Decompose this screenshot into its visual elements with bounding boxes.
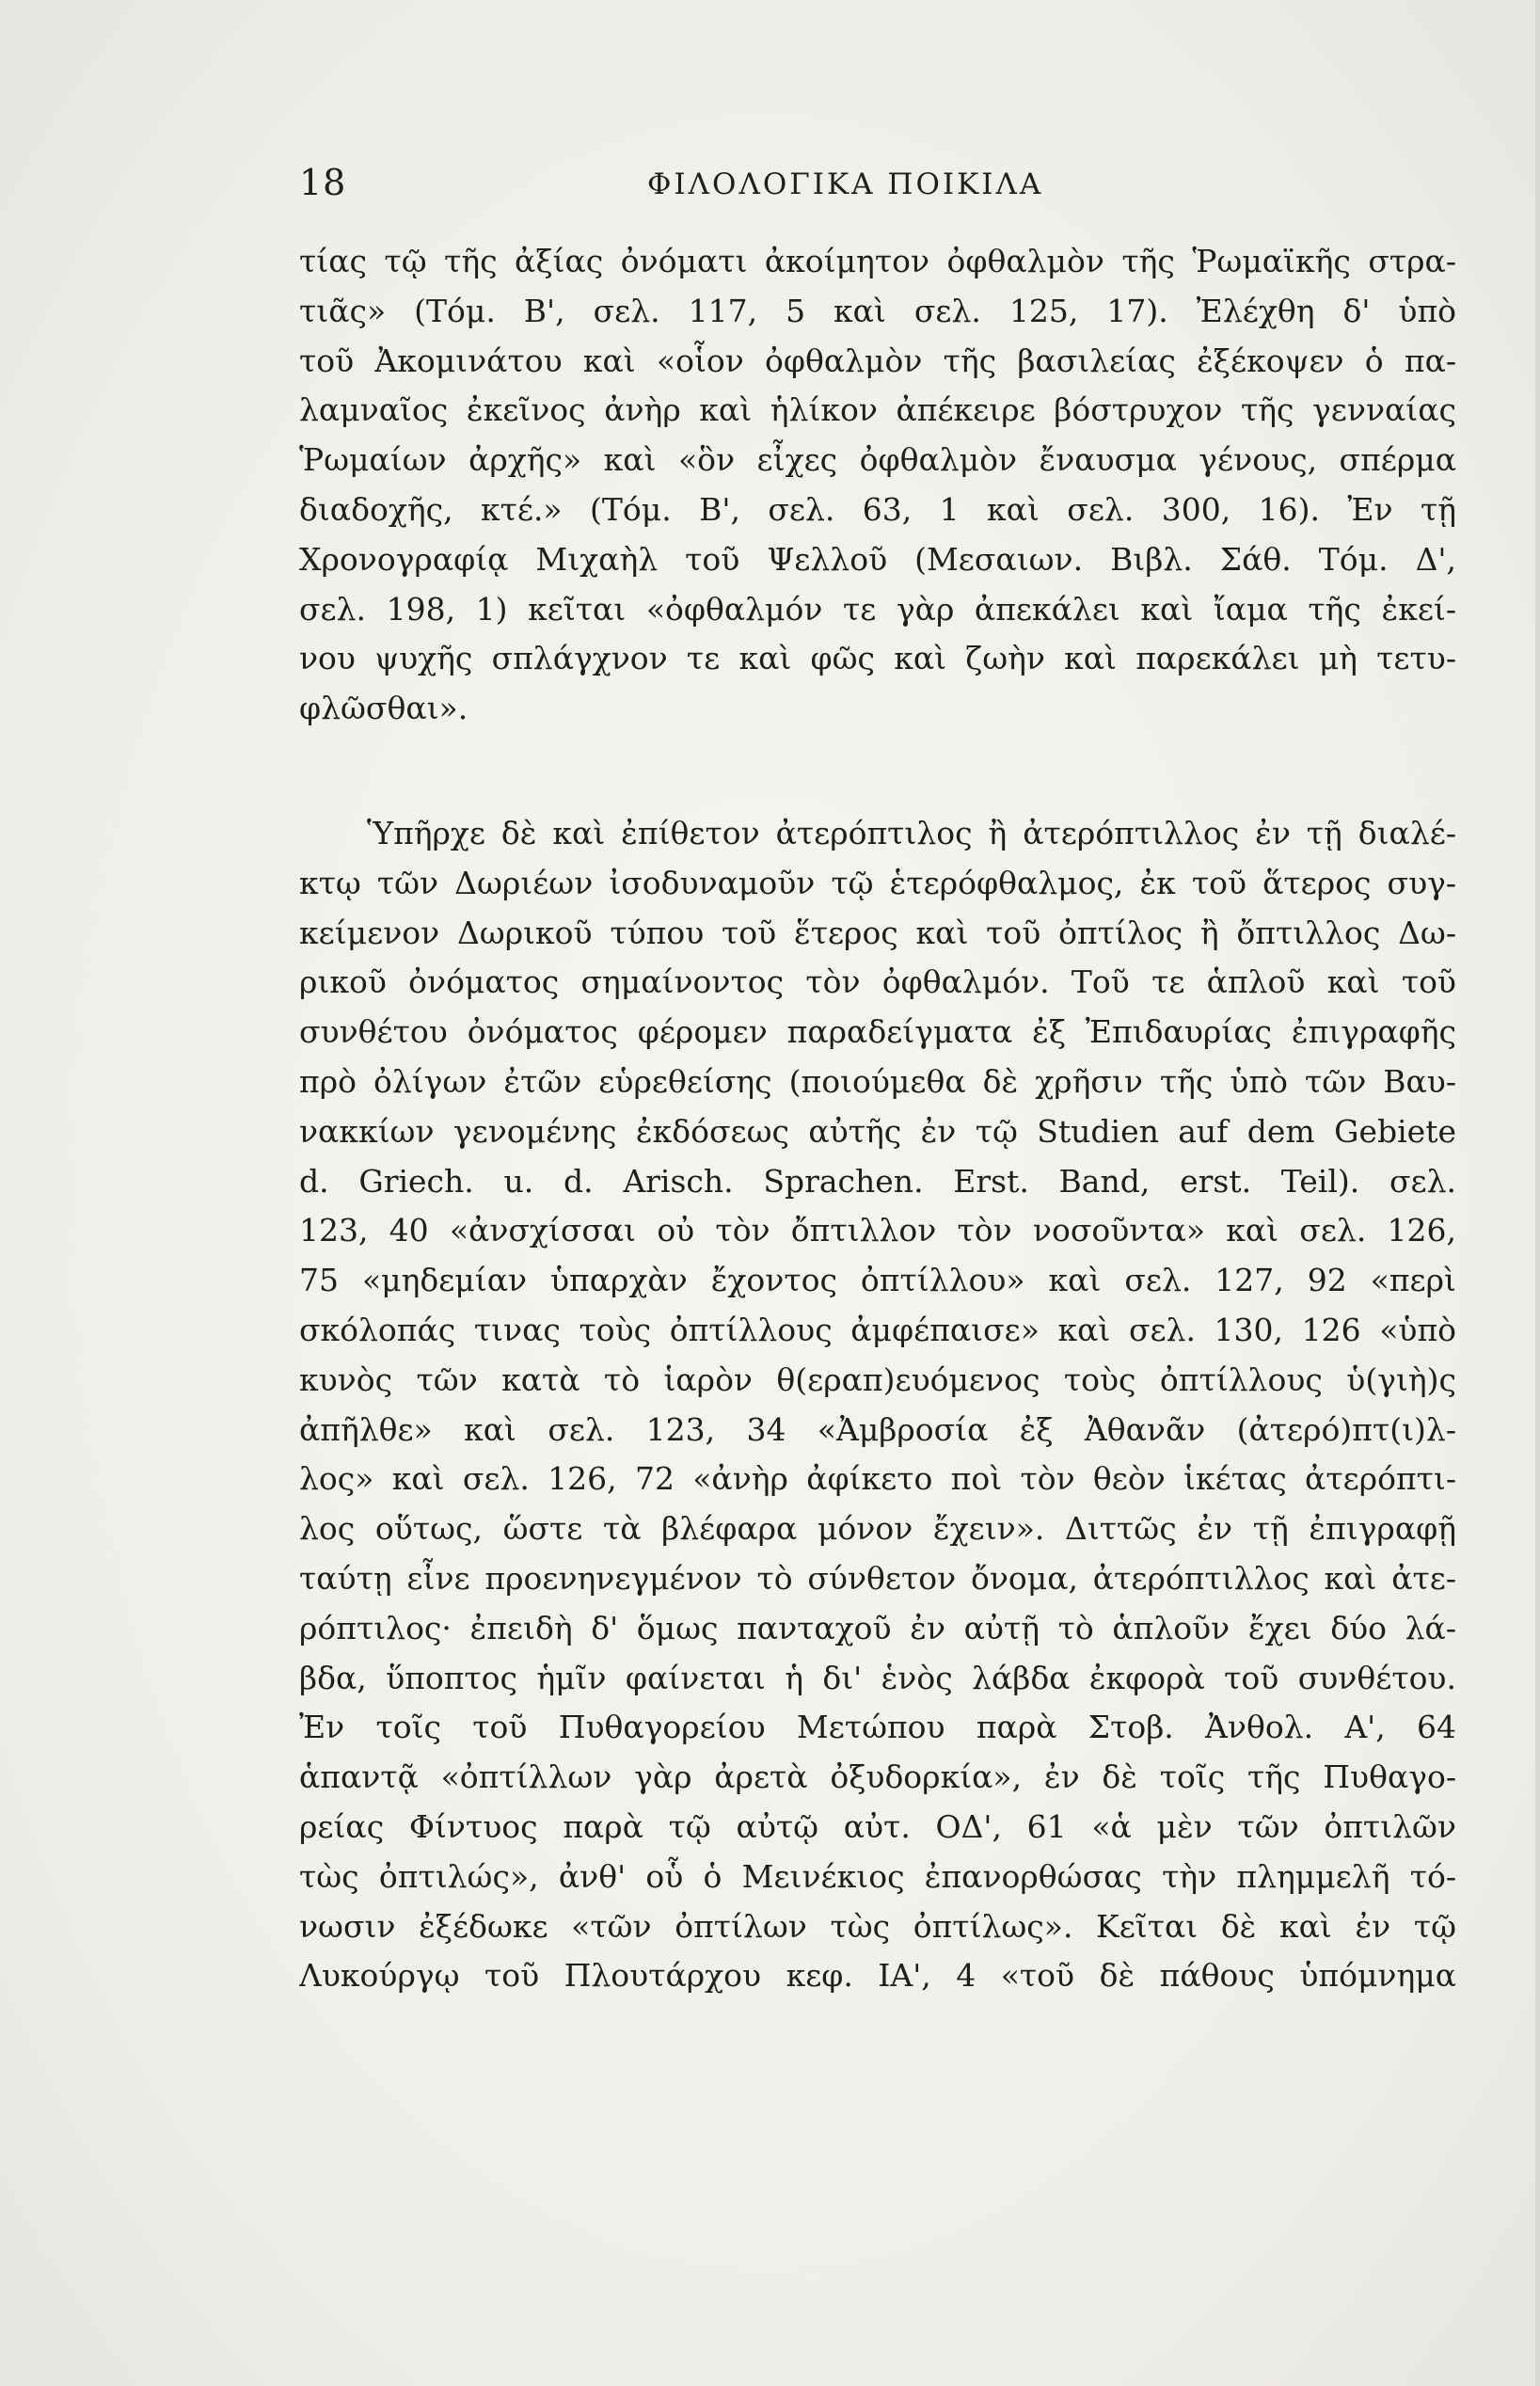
text-line: 123, 40 «ἀνσχίσσαι οὐ τὸν ὄπτιλλον τὸν νοσοῦντα» καὶ σελ. 126, (299, 1212, 1456, 1249)
text-line: d. Griech. u. d. Arisch. Sprachen. Erst. Band, erst. Teil). σελ. (299, 1162, 1456, 1200)
paragraph-2 (299, 809, 1456, 2001)
text-line: κείμενον Δωρικοῦ τύπου τοῦ ἕτερος καὶ τοῦ ὀπτίλος ἢ ὄπτιλλος Δω- (299, 914, 1456, 951)
text-line: λος» καὶ σελ. 126, 72 «ἀνὴρ ἀφίκετο ποὶ τὸν θεὸν ἱκέτας ἀτερόπτι- (299, 1460, 1456, 1498)
text-line: Χρονογραφίᾳ Μιχαὴλ τοῦ Ψελλοῦ (Μεσαιων. Βιβλ. Σάθ. Τόμ. Δ', (299, 540, 1456, 578)
text-line: Ἐν τοῖς τοῦ Πυθαγορείου Μετώπου παρὰ Στοβ. Ἀνθολ. Α', 64 (299, 1709, 1456, 1746)
page-body (299, 237, 1456, 2001)
text-line: ρείας Φίντυος παρὰ τῷ αὐτῷ αὐτ. ΟΔ', 61 «ἁ μὲν τῶν ὀπτιλῶν (299, 1807, 1456, 1845)
paragraph-gap (299, 734, 1456, 809)
text-line: βδα, ὕποπτος ἡμῖν φαίνεται ἡ δι' ἑνὸς λάβδα ἐκφορὰ τοῦ συνθέτου. (299, 1659, 1456, 1696)
text-line: κτῳ τῶν Δωριέων ἰσοδυναμοῦν τῷ ἑτερόφθαλμος, ἐκ τοῦ ἅτερος συγ- (299, 864, 1456, 901)
text-line: ρικοῦ ὀνόματος σημαίνοντος τὸν ὀφθαλμόν. Τοῦ τε ἁπλοῦ καὶ τοῦ (299, 963, 1456, 1001)
page-number: 18 (299, 162, 347, 203)
text-line: νου ψυχῆς σπλάγχνον τε καὶ φῶς καὶ ζωὴν καὶ παρεκάλει μὴ τετυ- (299, 640, 1456, 677)
text-line: νωσιν ἐξέδωκε «τῶν ὀπτίλων τὼς ὀπτίλως». Κεῖται δὲ καὶ ἐν τῷ (299, 1907, 1456, 1945)
paragraph-1 (299, 237, 1456, 734)
text-line: Λυκούργῳ τοῦ Πλουτάρχου κεφ. ΙΑ', 4 «τοῦ δὲ πάθους ὑπόμνημα (299, 1957, 1456, 1995)
text-line: ἁπαντᾷ «ὀπτίλλων γὰρ ἀρετὰ ὀξυδορκία», ἐν δὲ τοῖς τῆς Πυθαγο- (299, 1758, 1456, 1796)
text-line: τίας τῷ τῆς ἀξίας ὀνόματι ἀκοίμητον ὀφθαλμὸν τῆς Ῥωμαϊκῆς στρα- (299, 243, 1456, 279)
text-line: σκόλοπάς τινας τοὺς ὀπτίλλους ἀμφέπαισε» καὶ σελ. 130, 126 «ὑπὸ (299, 1311, 1456, 1348)
text-line: τοῦ Ἀκομινάτου καὶ «οἷον ὀφθαλμὸν τῆς βασιλείας ἐξέκοψεν ὁ πα- (299, 342, 1456, 379)
text-line: ἀπῆλθε» καὶ σελ. 123, 34 «Ἀμβροσία ἐξ Ἀθανᾶν (ἀτερό)πτ(ι)λ- (299, 1410, 1456, 1448)
page-edge-shadow (1535, 0, 1540, 2386)
text-line: λαμναῖος ἐκεῖνος ἀνὴρ καὶ ἡλίκον ἀπέκειρε βόστρυχον τῆς γενναίας (299, 391, 1456, 429)
text-line: Ῥωμαίων ἀρχῆς» καὶ «ὃν εἶχες ὀφθαλμὸν ἔναυσμα γένους, σπέρμα (299, 441, 1456, 479)
text-line: 75 «μηδεμίαν ὑπαρχὰν ἔχοντος ὀπτίλλου» καὶ σελ. 127, 92 «περὶ (299, 1262, 1456, 1299)
text-line: συνθέτου ὀνόματος φέρομεν παραδείγματα ἐξ Ἐπιδαυρίας ἐπιγραφῆς (299, 1013, 1456, 1051)
text-line: ταύτῃ εἶνε προενηνεγμένον τὸ σύνθετον ὄνομα, ἀτερόπτιλλος καὶ ἀτε- (299, 1559, 1456, 1597)
text-line: ρόπτιλος· ἐπειδὴ δ' ὅμως πανταχοῦ ἐν αὐτῇ τὸ ἁπλοῦν ἔχει δύο λά- (299, 1609, 1456, 1646)
text-line: σελ. 198, 1) κεῖται «ὀφθαλμόν τε γὰρ ἀπεκάλει καὶ ἴαμα τῆς ἐκεί- (299, 590, 1456, 628)
text-line: φλῶσθαι». (299, 690, 468, 727)
text-line: νακκίων γενομένης ἐκδόσεως αὐτῆς ἐν τῷ Studien auf dem Gebiete (299, 1112, 1456, 1150)
running-title: ΦΙΛΟΛΟΓΙΚΑ ΠΟΙΚΙΛΑ (647, 167, 1044, 201)
text-line: διαδοχῆς, κτέ.» (Τόμ. Β', σελ. 63, 1 καὶ σελ. 300, 16). Ἐν τῇ (299, 490, 1456, 528)
text-line: Ὑπῆρχε δὲ καὶ ἐπίθετον ἀτερόπτιλος ἢ ἀτερόπτιλλος ἐν τῇ διαλέ- (367, 814, 1456, 851)
text-line: κυνὸς τῶν κατὰ τὸ ἱαρὸν θ(εραπ)ευόμενος τοὺς ὀπτίλλους ὑ(γιὴ)ς (299, 1360, 1456, 1398)
page-header (299, 162, 1456, 209)
text-line: τιᾶς» (Τόμ. Β', σελ. 117, 5 καὶ σελ. 125, 17). Ἐλέχθη δ' ὑπὸ (299, 292, 1456, 329)
text-line: πρὸ ὀλίγων ἐτῶν εὑρεθείσης (ποιούμεθα δὲ χρῆσιν τῆς ὑπὸ τῶν Βαυ- (299, 1062, 1456, 1100)
text-line: λος οὕτως, ὥστε τὰ βλέφαρα μόνον ἔχειν». Διττῶς ἐν τῇ ἐπιγραφῇ (299, 1510, 1456, 1548)
text-line: τὼς ὀπτιλώς», ἀνθ' οὗ ὁ Μεινέκιος ἐπανορθώσας τὴν πλημμελῆ τό- (299, 1857, 1456, 1895)
